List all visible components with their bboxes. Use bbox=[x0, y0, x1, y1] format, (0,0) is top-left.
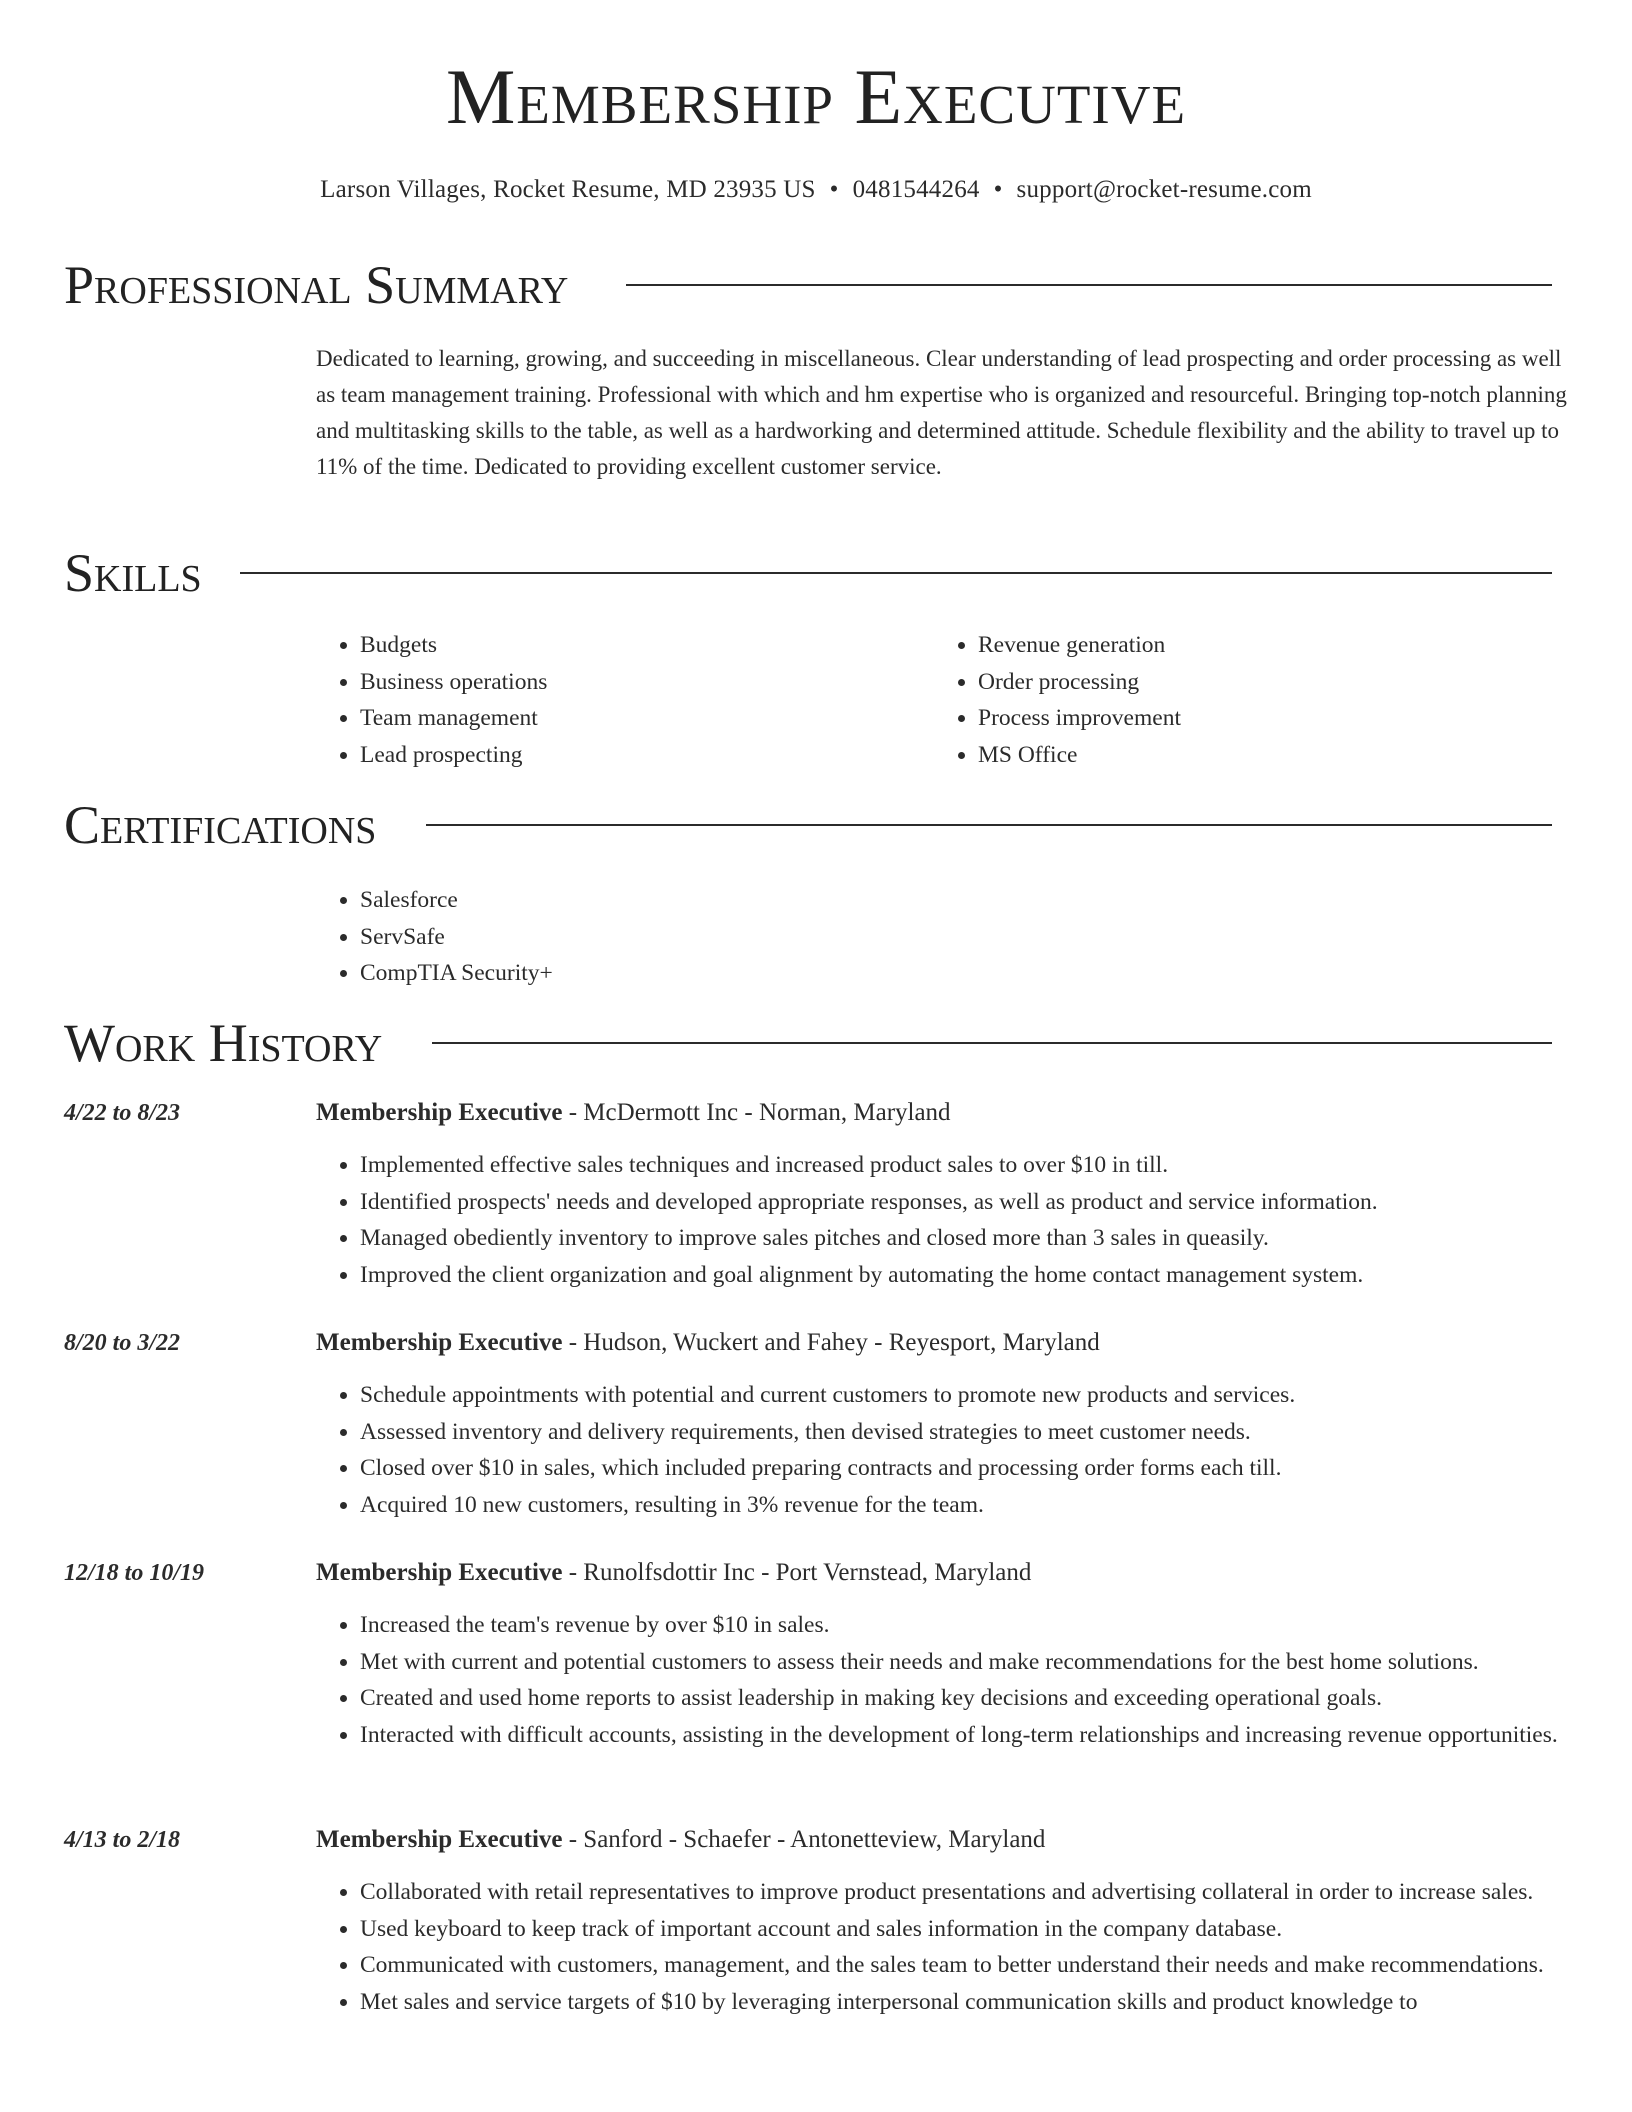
certifications-list bbox=[316, 882, 916, 992]
job-company-location: - McDermott Inc - Norman, Maryland bbox=[562, 1099, 951, 1126]
job-title: Membership Executive bbox=[316, 1559, 563, 1586]
job-company-location: - Hudson, Wuckert and Fahey - Reyesport, Maryland bbox=[562, 1329, 1100, 1356]
phone-number: 0481544264 bbox=[852, 176, 980, 203]
skill-item: • Order processing bbox=[978, 664, 1534, 701]
job-bullet: • Increased the team's revenue by over $10 in sales. bbox=[360, 1607, 1586, 1644]
job-heading bbox=[316, 1827, 1045, 1852]
job-bullet: • Managed obediently inventory to improve sales pitches and closed more than 3 sales in queasily. bbox=[360, 1220, 1586, 1257]
separator-dot: • bbox=[993, 176, 1003, 203]
job-bullet: • Used keyboard to keep track of important account and sales information in the company database. bbox=[360, 1911, 1586, 1948]
skill-item: • MS Office bbox=[978, 737, 1534, 774]
job-heading bbox=[316, 1330, 1100, 1355]
job-bullet: • Implemented effective sales techniques and increased product sales to over $10 in till. bbox=[360, 1147, 1586, 1184]
skill-item: • Budgets bbox=[360, 627, 876, 664]
section-title-skills: Skills bbox=[64, 543, 202, 603]
job-heading bbox=[316, 1100, 951, 1125]
job-bullets bbox=[316, 1377, 1586, 1523]
section-divider bbox=[432, 1042, 1552, 1044]
job-bullet: • Communicated with customers, management, and the sales team to better understand their needs and make recommendations. bbox=[360, 1947, 1586, 1984]
certification-item: • ServSafe bbox=[360, 919, 916, 956]
job-dates: 12/18 to 10/19 bbox=[64, 1560, 205, 1586]
email-link[interactable]: support@rocket-resume.com bbox=[1016, 176, 1312, 203]
job-bullet: • Improved the client organization and goal alignment by automating the home contact management system. bbox=[360, 1257, 1586, 1294]
certification-item: • Salesforce bbox=[360, 882, 916, 919]
contact-line bbox=[0, 176, 1632, 204]
job-dates: 8/20 to 3/22 bbox=[64, 1330, 181, 1356]
job-dates: 4/13 to 2/18 bbox=[64, 1827, 181, 1853]
job-bullet: • Schedule appointments with potential and current customers to promote new products and services. bbox=[360, 1377, 1586, 1414]
section-divider bbox=[240, 572, 1552, 574]
job-bullet: • Met with current and potential customers to assess their needs and make recommendations for the best home solutions. bbox=[360, 1644, 1586, 1681]
job-bullets bbox=[316, 1147, 1586, 1293]
skills-column-left bbox=[316, 627, 876, 773]
skill-item: • Process improvement bbox=[978, 700, 1534, 737]
job-bullet: • Created and used home reports to assist leadership in making key decisions and exceeding operational goals. bbox=[360, 1680, 1586, 1717]
job-bullet: • Assessed inventory and delivery requirements, then devised strategies to meet customer needs. bbox=[360, 1414, 1586, 1451]
section-divider bbox=[426, 824, 1552, 826]
skill-item: • Revenue generation bbox=[978, 627, 1534, 664]
certification-item: • CompTIA Security+ bbox=[360, 955, 916, 992]
job-bullets bbox=[316, 1874, 1586, 2020]
skill-item: • Lead prospecting bbox=[360, 737, 876, 774]
job-bullet: • Closed over $10 in sales, which included preparing contracts and processing order forms each till. bbox=[360, 1450, 1586, 1487]
skills-column-right bbox=[934, 627, 1534, 773]
address: Larson Villages, Rocket Resume, MD 23935 US bbox=[320, 176, 816, 203]
job-bullet: • Collaborated with retail representatives to improve product presentations and advertising collateral in order to increase sales. bbox=[360, 1874, 1586, 1911]
job-title: Membership Executive bbox=[316, 1099, 563, 1126]
section-title-certifications: Certifications bbox=[64, 795, 377, 855]
separator-dot: • bbox=[829, 176, 839, 203]
job-bullet: • Acquired 10 new customers, resulting in 3% revenue for the team. bbox=[360, 1487, 1586, 1524]
job-bullets bbox=[316, 1607, 1586, 1753]
job-company-location: - Runolfsdottir Inc - Port Vernstead, Maryland bbox=[562, 1559, 1032, 1586]
job-heading bbox=[316, 1560, 1031, 1585]
skill-item: • Business operations bbox=[360, 664, 876, 701]
section-title-work-history: Work History bbox=[64, 1013, 383, 1073]
section-title-summary: Professional Summary bbox=[64, 255, 569, 315]
section-divider bbox=[626, 284, 1552, 286]
job-title: Membership Executive bbox=[316, 1329, 563, 1356]
skill-item: • Team management bbox=[360, 700, 876, 737]
job-title: Membership Executive bbox=[316, 1826, 563, 1853]
job-company-location: - Sanford - Schaefer - Antonetteview, Maryland bbox=[562, 1826, 1046, 1853]
candidate-name: Membership Executive bbox=[445, 53, 1187, 140]
job-bullet: • Interacted with difficult accounts, assisting in the development of long-term relationships and increasing revenue opportunities. bbox=[360, 1717, 1586, 1754]
summary-text: Dedicated to learning, growing, and succeeding in miscellaneous. Clear understanding of lead prospecting and order processing as well as team management training. Professional with which and hm expertise who is organized and resourceful. Bringing top-notch planning and multitasking skills to the table, as well as a hardworking and determined attitude. Schedule flexibility and the ability to travel up to 11% of the time. Dedicated to providing excellent customer service. bbox=[316, 346, 1567, 479]
job-dates: 4/22 to 8/23 bbox=[64, 1100, 181, 1126]
job-bullet: • Met sales and service targets of $10 by leveraging interpersonal communication skills and product knowledge to bbox=[360, 1984, 1586, 2021]
job-bullet: • Identified prospects' needs and developed appropriate responses, as well as product and service information. bbox=[360, 1184, 1586, 1221]
